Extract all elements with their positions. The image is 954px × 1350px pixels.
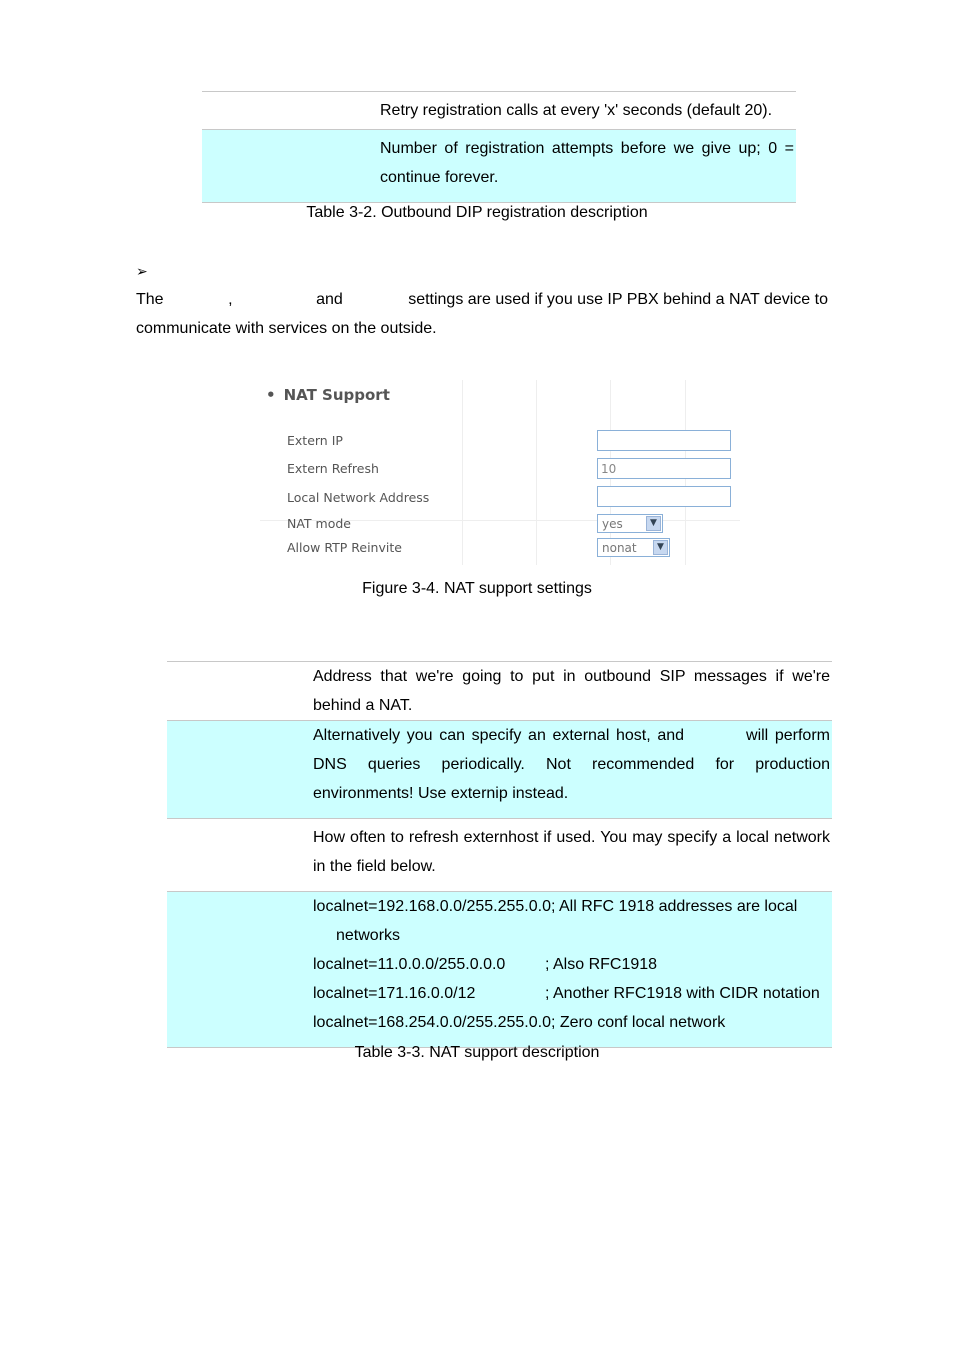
nat-mode-label: NAT mode (287, 516, 351, 531)
extern-ip-label: Extern IP (287, 433, 343, 448)
description-line: in the field below. (313, 858, 436, 875)
nat-mode-select[interactable] (597, 514, 663, 533)
description-line: environments! Use externip instead. (313, 785, 569, 802)
description-line: localnet=171.16.0.0/12 ; Another RFC1918 with CIDR notation (313, 985, 820, 1002)
local-network-address-input[interactable] (597, 486, 731, 507)
figure-caption: Figure 3-4. NAT support settings (362, 580, 592, 597)
allow-rtp-reinvite-label: Allow RTP Reinvite (287, 540, 402, 555)
chevron-down-icon: ▼ (646, 516, 661, 531)
text-span: settings are used if you use IP PBX behind a NAT device to (408, 291, 828, 308)
description-line: DNS queries periodically. Not recommended for production (313, 756, 830, 773)
table-cell-description (313, 892, 832, 1047)
description-line: continue forever. (380, 169, 499, 186)
table-cell-description (313, 819, 832, 891)
bullet-icon: ➢ (136, 263, 148, 279)
description-line: behind a NAT. (313, 697, 413, 714)
table-row (167, 891, 832, 1047)
description-line: networks (336, 927, 401, 944)
text-span: and (316, 291, 343, 308)
table-cell-description (313, 721, 832, 818)
select-value: yes (602, 517, 623, 531)
table-cell-label (202, 92, 378, 129)
paragraph-line: communicate with services on the outside. (136, 320, 437, 337)
table-cell-label (167, 892, 313, 1047)
table-caption: Table 3-3. NAT support description (354, 1044, 600, 1061)
description-line: localnet=192.168.0.0/255.255.0.0; All RFC 1918 addresses are local (313, 898, 798, 915)
table-row (167, 818, 832, 891)
table-cell-description: Retry registration calls at every 'x' seconds (default 20). (380, 102, 773, 119)
outbound-registration-table (202, 91, 796, 203)
nat-support-table (167, 661, 832, 1048)
table-cell-label (167, 662, 313, 720)
table-row (167, 720, 832, 818)
table-row (202, 92, 796, 129)
table-cell-description (378, 130, 796, 202)
select-value: nonat (602, 541, 637, 555)
allow-rtp-reinvite-select[interactable] (597, 538, 670, 557)
table-row (202, 129, 796, 202)
bullet-dot-icon: • (266, 386, 276, 404)
description-line: Address that we're going to put in outbound SIP messages if we're (313, 668, 830, 685)
table-cell-label (202, 130, 378, 202)
table-caption: Table 3-2. Outbound DIP registration description (306, 204, 648, 221)
text-span: , (228, 291, 233, 308)
table-row (167, 662, 832, 720)
text-span: The (136, 291, 164, 308)
figure-title: • NAT Support (266, 386, 390, 404)
chevron-down-icon: ▼ (653, 540, 668, 555)
extern-ip-input[interactable] (597, 430, 731, 451)
table-cell-label (167, 721, 313, 818)
paragraph-line (136, 285, 828, 314)
description-line: How often to refresh externhost if used. You may specify a local network (313, 829, 830, 846)
local-network-address-label: Local Network Address (287, 490, 430, 505)
description-line: Alternatively you can specify an external host, and will perform (313, 727, 830, 744)
extern-refresh-input[interactable]: 10 (597, 458, 731, 479)
table-cell-label (167, 819, 313, 891)
description-line: localnet=11.0.0.0/255.0.0.0 ; Also RFC1918 (313, 956, 658, 973)
description-line: Number of registration attempts before we give up; 0 = (380, 140, 794, 157)
extern-refresh-label: Extern Refresh (287, 461, 379, 476)
section-paragraph (136, 285, 828, 343)
description-line: localnet=168.254.0.0/255.255.0.0; Zero conf local network (313, 1014, 726, 1031)
table-cell-description (313, 662, 832, 720)
nat-support-figure (260, 380, 740, 565)
